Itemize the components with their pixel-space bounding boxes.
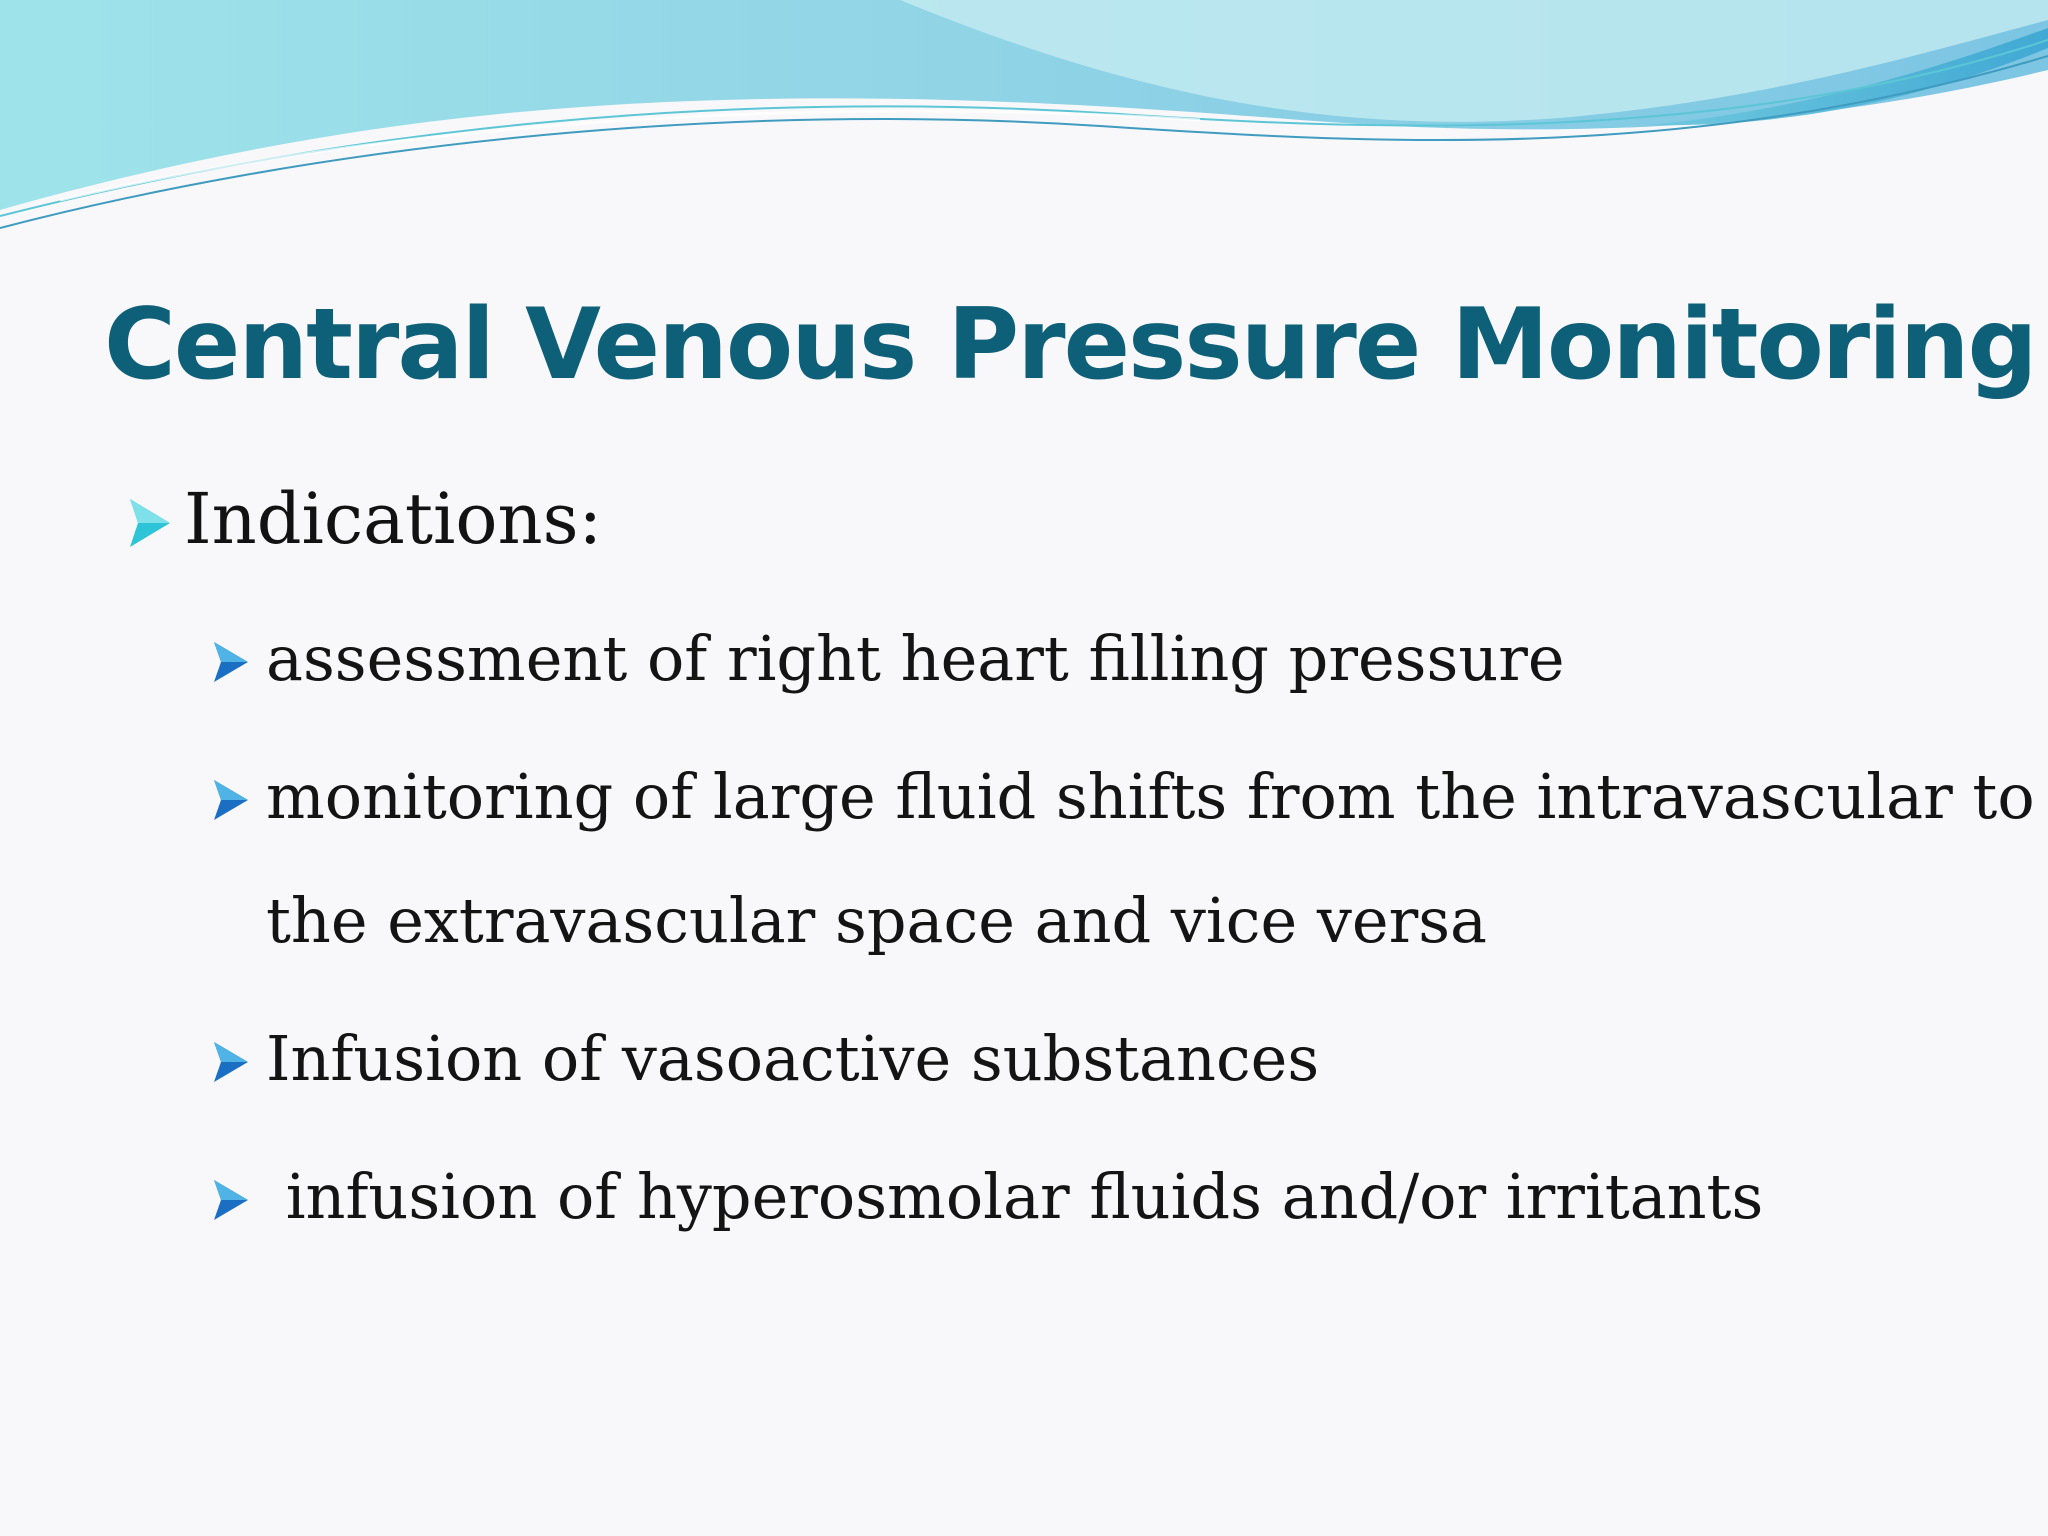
bullet-text: Indications: [184,478,603,560]
wave-decoration [0,0,2048,240]
arrow-bullet-icon [212,778,250,822]
bullet-text: infusion of hyperosmolar fluids and/or irritants [266,1160,1764,1233]
bullet-text: assessment of right heart filling pressure [266,622,1565,695]
sub-bullet-1 [212,622,1565,695]
slide-title: Central Venous Pressure Monitoring [104,288,2036,402]
bullet-continuation: the extravascular space and vice versa [266,884,1488,957]
arrow-bullet-icon [212,640,250,684]
arrow-bullet-icon [212,1040,250,1084]
sub-bullet-3 [212,1022,1319,1095]
bullet-indications [128,478,602,560]
bullet-text: Infusion of vasoactive substances [266,1022,1320,1095]
bullet-text: monitoring of large fluid shifts from the intravascular to [266,760,2035,833]
arrow-bullet-icon [128,497,172,549]
sub-bullet-2 [212,760,2035,833]
sub-bullet-4 [212,1160,1763,1233]
arrow-bullet-icon [212,1178,250,1222]
